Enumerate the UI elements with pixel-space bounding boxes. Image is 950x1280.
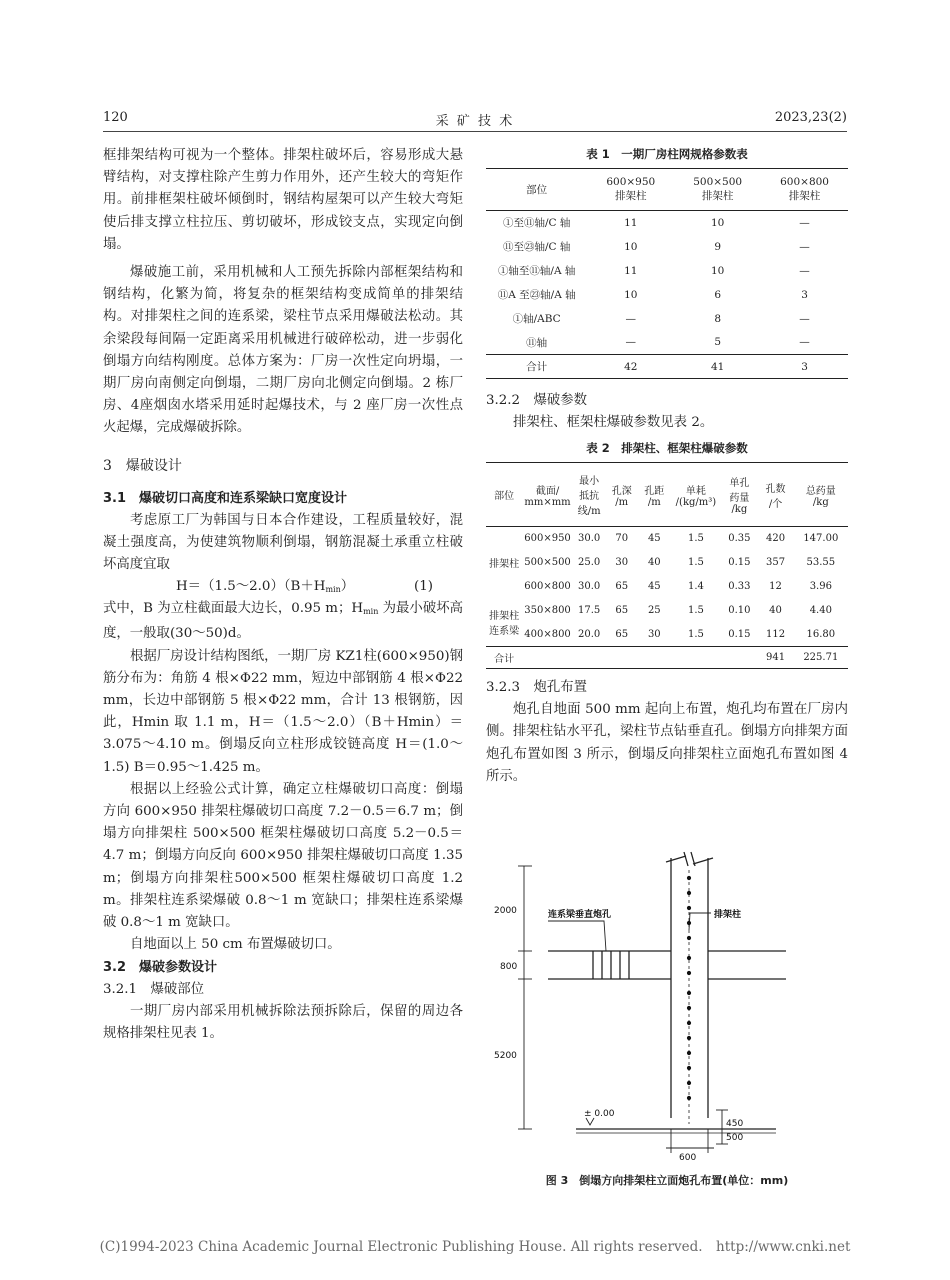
figure-3-caption: 图 3 倒塌方向排架柱立面炮孔布置(单位：mm) [545, 1174, 789, 1187]
table-2-header-row: 部位 截面/ mm×mm 最小 抵抗 线/m 孔深 /m 孔距 /m 单耗 /(kg/m³) 单孔 药量 /kg 孔数 /个 总药量 /kg [486, 463, 848, 527]
right-column [486, 146, 848, 788]
issue-info: 2023,23(2) [774, 110, 847, 125]
table-row: ①至⑪轴/C 轴 11 10 — [502, 216, 810, 230]
paragraph-4: 式中，B 为立柱截面最大边长，0.95 m；$H_{min}$ 为最小破坏高度，一般取(30～50)d。 [103, 601, 463, 642]
column-label: 排架柱 [714, 910, 742, 920]
table-1-header: 600×950 排架柱 [587, 169, 674, 211]
dim-450: 450 [726, 1119, 744, 1129]
column-holes [687, 876, 691, 1100]
dim-800: 800 [500, 962, 518, 972]
table-row: 600×800 30.0 65 45 1.4 0.33 12 3.96 [524, 581, 832, 593]
table-2 [486, 462, 848, 669]
table-row: ①轴/ABC — 8 — [512, 312, 810, 325]
table-row: ⑪A 至㉓轴/A 轴 10 6 3 [497, 288, 808, 301]
right-paragraph-2: 炮孔自地面 500 mm 起向上布置，炮孔均布置在厂房内侧。排架柱钻水平孔，梁柱节点钻垂直孔。倒塌方向排架方面炮孔布置如图 3 所示，倒塌反向排架柱立面炮孔布置如图 4 所示。 [486, 702, 848, 784]
section-3-2-3-heading: 3.2.3 炮孔布置 [486, 680, 588, 696]
dim-600: 600 [679, 1153, 697, 1163]
page-number: 120 [103, 110, 128, 125]
leader-beam [548, 921, 606, 951]
copyright-footer: (C)1994-2023 China Academic Journal Electronic Publishing House. All rights reserved. http://www.cnki.net [99, 1239, 851, 1255]
table-total-row: 合计 42 41 3 [486, 355, 848, 379]
table-row: 500×500 25.0 30 40 1.5 0.15 357 53.55 [524, 557, 836, 569]
header-rule [103, 131, 847, 132]
beam-holes-label: 连系梁垂直炮孔 [548, 910, 612, 920]
table-row: 排架柱 连系梁 350×800 17.5 65 25 1.5 0.10 40 4.40 [486, 599, 848, 623]
table-1-header-row [486, 169, 848, 211]
table-row: 400×800 20.0 65 30 1.5 0.15 112 16.80 [524, 628, 836, 640]
table-row: ①轴至⑪轴/A 轴 11 10 — [497, 264, 810, 277]
section-3-2-heading: 3.2 爆破参数设计 [103, 959, 218, 975]
table-2-caption: 表 2 排架柱、框架柱爆破参数 [586, 441, 748, 456]
table-1-header: 600×800 排架柱 [761, 169, 848, 211]
section-3-2-2-heading: 3.2.2 爆破参数 [486, 393, 588, 408]
paragraph-7: 自地面以上 50 cm 布置爆破切口。 [130, 937, 341, 953]
formula-number: (1) [414, 579, 433, 595]
table-1 [486, 168, 848, 379]
dim-500: 500 [726, 1133, 744, 1143]
table-row: ⑪至㉓轴/C 轴 10 9 — [502, 240, 810, 253]
group-label: 排架柱 [489, 559, 520, 571]
left-column [103, 145, 463, 1045]
section-3-2-1-heading: 3.2.1 爆破部位 [103, 981, 205, 997]
dim-5200: 5200 [494, 1051, 517, 1061]
paragraph-5: 根据厂房设计结构图纸，一期厂房 KZ1柱(600×950)钢筋分布为：角筋 4 根×Φ22 mm，短边中部钢筋 4 根×Φ22 mm，长边中部钢筋 5 根×Φ22 mm，合计 13 根钢筋，因此，Hmin 取 1.1 m，H＝（1.5～2.0）（B＋Hmin）＝ 3.075～4.10 m。倒塌反向立柱形成铰链高度 H＝(1.0～1.5) B＝0.95～1.425 m。 [103, 648, 463, 775]
elevation-label: ± 0.00 [584, 1109, 615, 1119]
formula-body: $H=(1.5\sim 2.0)(B+H_{min})$ [176, 579, 355, 595]
section-3-1-heading: 3.1 爆破切口高度和连系梁缺口宽度设计 [103, 490, 348, 506]
table-row: ⑪轴 — 5 — [526, 336, 810, 349]
paragraph-1: 框排架结构可视为一个整体。排架柱破坏后，容易形成大悬臂结构，对支撑柱除产生剪力作用外，还产生较大的弯矩作用。前排框架柱破坏倾倒时，钢结构屋架可以产生较大弯矩使后排支撑立柱拉压、剪切破坏，形成铰支点，实现定向倒塌。 [103, 148, 463, 252]
table-row: 排架柱 600×950 30.0 70 45 1.5 0.35 420 147.00 [486, 527, 848, 551]
paragraph-3: 考虑原工厂为韩国与日本合作建设，工程质量较好，混凝土强度高，为使建筑物顺利倒塌，钢筋混凝土承重立柱破坏高度宜取 [103, 512, 463, 573]
table-1-header: 500×500 排架柱 [674, 169, 761, 211]
paragraph-8: 一期厂房内部采用机械拆除法预拆除后，保留的周边各规格排架柱见表 1。 [103, 1003, 463, 1041]
table-1-caption: 表 1 一期厂房柱网规格参数表 [586, 147, 748, 161]
group-label: 排架柱 连系梁 [489, 611, 520, 638]
formula-1 [103, 576, 463, 598]
table-1-header: 部位 [486, 169, 587, 211]
table-total-row: 合计 941 225.71 [486, 647, 848, 669]
section-3-heading: 3 爆破设计 [103, 457, 182, 474]
dim-2000: 2000 [494, 906, 517, 916]
right-paragraph-1: 排架柱、框架柱爆破参数见表 2。 [513, 415, 714, 430]
figure-3 [486, 848, 848, 1168]
journal-name: 采 矿 技 术 [435, 114, 515, 129]
paragraph-2: 爆破施工前，采用机械和人工预先拆除内部框架结构和钢结构，化繁为简，将复杂的框架结构变成简单的排架结构。对排架柱之间的连系梁，梁柱节点采用爆破法松动。其余梁段每间隔一定距离采用机械进行破碎松动，进一步弱化倒塌方向结构刚度。总体方案为：厂房一次性定向坍塌，一期厂房向南侧定向倒塌，二期厂房向北侧定向倒塌。2 栋厂房、4座烟囱水塔采用延时起爆技术，与 2 座厂房一次性点火起爆，完成爆破拆除。 [103, 265, 463, 436]
paragraph-6: 根据以上经验公式计算，确定立柱爆破切口高度：倒塌方向 600×950 排架柱爆破切口高度 7.2－0.5＝6.7 m；倒塌方向排架柱 500×500 框架柱爆破切口高度 5.2－0.5＝4.7 m；倒塌方向反向 600×950 排架柱爆破切口高度 1.35 m；倒塌方向排架柱500×500 框架柱爆破切口高度 1.2 m。排架柱连系梁爆破 0.8～1 m 宽缺口；排架柱连系梁爆破 0.8～1 m 宽缺口。 [103, 781, 463, 931]
